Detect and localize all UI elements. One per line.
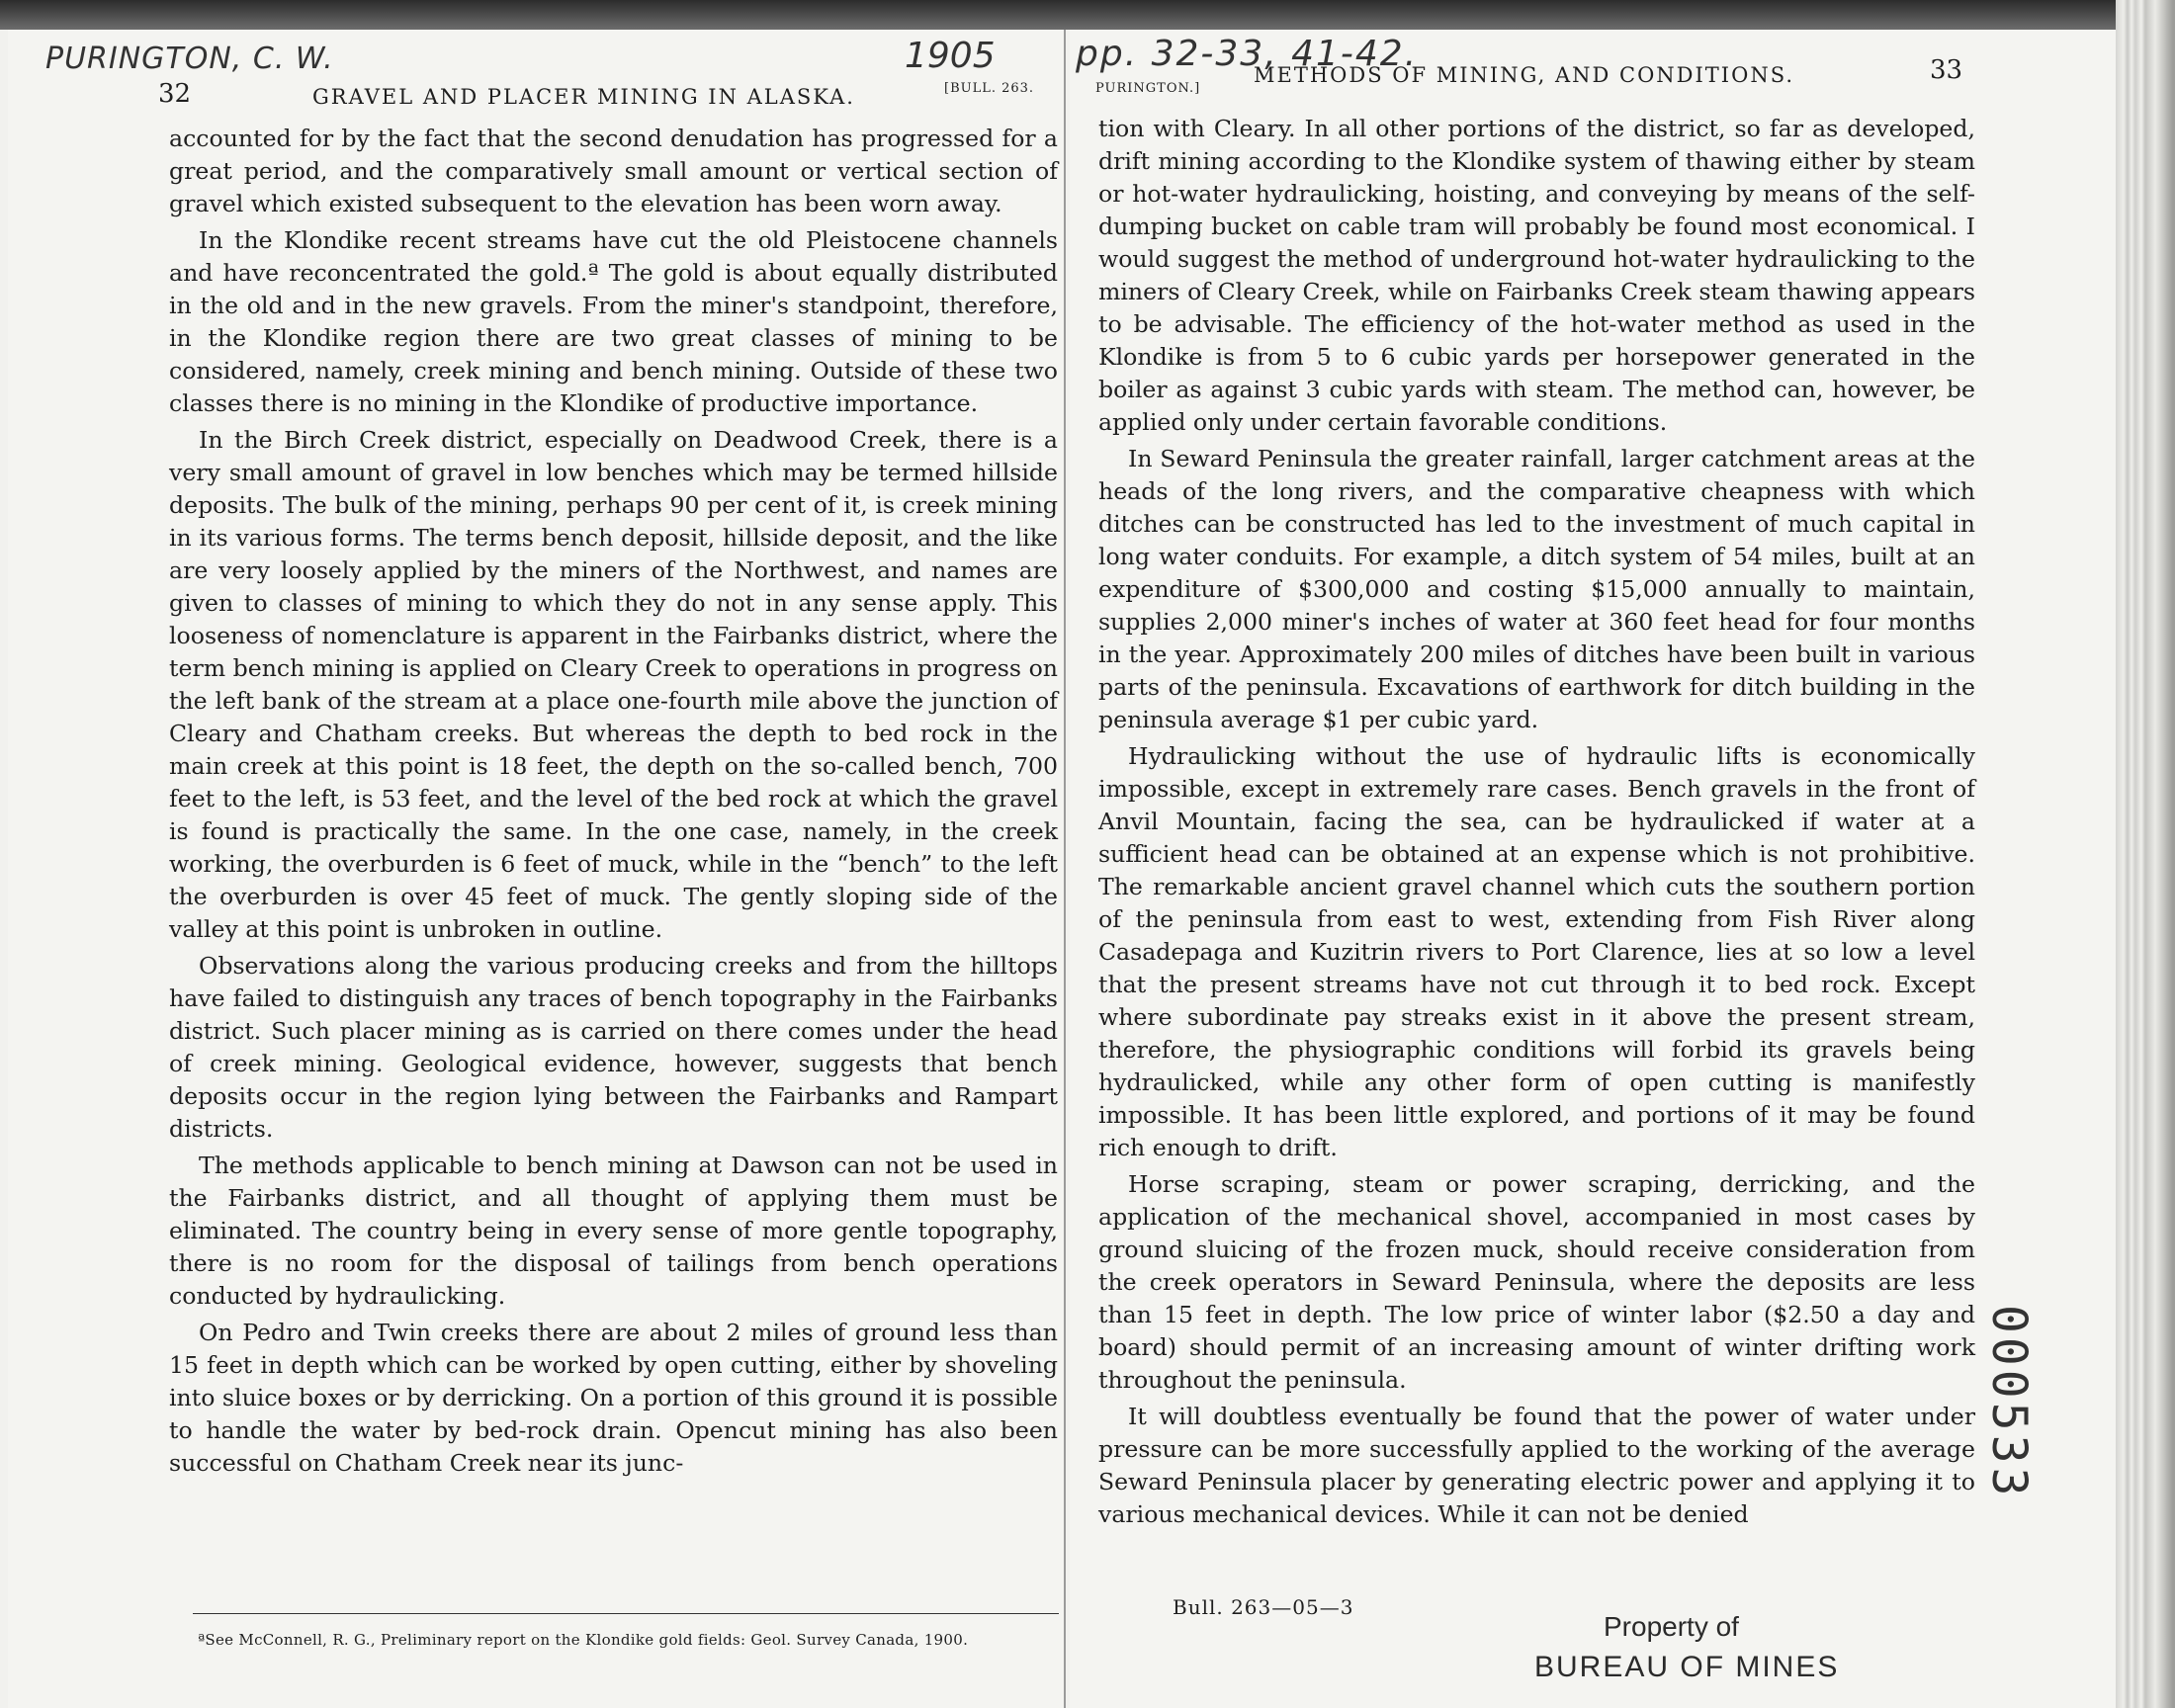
right-paragraph: In Seward Peninsula the greater rainfall, larger catchment areas at the heads of the long rivers, and the comparative cheapness with which ditches can be constructed has led to the investment of much capital in long water conduits. For example, a ditch system of 54 miles, built at an expenditure of $300,000 and costing $15,000 annually to maintain, supplies 2,000 miner's inches of water at 360 feet head for four months in the year. Approximately 200 miles of ditches have been built in various parts of the peninsula. Excavations of earthwork for ditch building in the peninsula average $1 per cubic yard. (1098, 445, 1975, 733)
left-paragraph: accounted for by the fact that the second denudation has progressed for a great period, and the comparatively small amount or vertical section of gravel which existed subsequent to the elevation has been worn away. (169, 125, 1058, 217)
left-body-text (169, 123, 1058, 1480)
right-page-number: 33 (1930, 55, 1963, 85)
handwritten-pages: pp. 32-33, 41-42. (1076, 34, 1419, 74)
left-page-number: 32 (158, 79, 192, 109)
left-paragraph: The methods applicable to bench mining at Dawson can not be used in the Fairbanks district, and all thought of applying them must be eliminated. The country being in every sense of more gentle topography, there is no room for the disposal of tailings from bench operations conducted by hydraulicking. (169, 1152, 1058, 1310)
signature-line: Bull. 263—05—3 (1173, 1595, 1354, 1619)
right-paragraph: Horse scraping, steam or power scraping, derricking, and the application of the mechanical shovel, accompanied in most cases by ground sluicing of the frozen muck, should receive consideration from the creek operators in Seward Peninsula, where the deposits are less than 15 feet in depth. The low price of winter labor ($2.50 a day and board) should permit of an increasing amount of winter drifting work throughout the peninsula. (1098, 1170, 1975, 1394)
right-body-text (1098, 113, 1975, 1531)
serial-number: 000533 (1981, 1305, 2037, 1500)
left-running-head: GRAVEL AND PLACER MINING IN ALASKA. (312, 85, 855, 109)
footnote: ªSee McConnell, R. G., Preliminary report on the Klondike gold fields: Geol. Survey Canada, 1900. (198, 1631, 969, 1649)
author-tag: PURINGTON.] (1095, 81, 1201, 96)
bulletin-tag: [BULL. 263. (944, 81, 1035, 96)
right-paragraph: Hydraulicking without the use of hydraulic lifts is economically impossible, except in extremely rare cases. Bench gravels in the front of Anvil Mountain, facing the sea, can be hydraulicked if water at a sufficient head can be obtained at an expense which is not prohibitive. The remarkable ancient gravel channel which cuts the southern portion of the peninsula from east to west, extending from Fish River along Casadepaga and Kuzitrin rivers to Port Clarence, lies at so low a level that the present streams have not cut through it to bed rock. Except where subordinate pay streaks exist in it above the present stream, therefore, the physiographic conditions will forbid its gravels being hydraulicked, while any other form of open cutting is manifestly impossible. It has been little explored, and portions of it may be found rich enough to drift. (1098, 742, 1975, 1161)
left-paragraph: Observations along the various producing creeks and from the hilltops have failed to distinguish any traces of bench topography in the Fairbanks district. Such placer mining as is carried on there comes under the head of creek mining. Geological evidence, however, suggests that bench deposits occur in the region lying between the Fairbanks and Rampart districts. (169, 952, 1058, 1143)
page-edges (2116, 0, 2175, 1708)
right-running-head: METHODS OF MINING, AND CONDITIONS. (1254, 63, 1795, 87)
scan-top-shadow (0, 0, 2175, 30)
ownership-stamp-line-1: Property of (1604, 1611, 1739, 1642)
handwritten-author: PURINGTON, C. W. (45, 42, 334, 76)
left-paragraph: In the Klondike recent streams have cut the old Pleistocene channels and have reconcentrated the gold.ª The gold is about equally distributed in the old and in the new gravels. From the miner's standpoint, therefore, in the Klondike region there are two great classes of mining to be considered, namely, creek mining and bench mining. Outside of these two classes there is no mining in the Klondike of productive importance. (169, 226, 1058, 417)
left-paragraph: On Pedro and Twin creeks there are about 2 miles of ground less than 15 feet in depth which can be worked by open cutting, either by shoveling into sluice boxes or by derricking. On a portion of this ground it is possible to handle the water by bed-rock drain. Opencut mining has also been successful on Chatham Creek near its junc- (169, 1319, 1058, 1477)
right-paragraph: tion with Cleary. In all other portions of the district, so far as developed, drift mining according to the Klondike system of thawing either by steam or hot-water hydraulicking, hoisting, and conveying by means of the self-dumping bucket on cable tram will probably be found most economical. I would suggest the method of underground hot-water hydraulicking to the miners of Cleary Creek, while on Fairbanks Creek steam thawing appears to be advisable. The efficiency of the hot-water method as used in the Klondike is from 5 to 6 cubic yards per horsepower generated in the boiler as against 3 cubic yards with steam. The method can, however, be applied only under certain favorable conditions. (1098, 115, 1975, 436)
ownership-stamp-line-2: BUREAU OF MINES (1534, 1651, 1840, 1683)
footnote-rule (193, 1613, 1059, 1614)
left-paragraph: In the Birch Creek district, especially on Deadwood Creek, there is a very small amount of gravel in low benches which may be termed hillside deposits. The bulk of the mining, perhaps 90 per cent of it, is creek mining in its various forms. The terms bench deposit, hillside deposit, and the like are very loosely applied by the miners of the Northwest, and names are given to classes of mining to which they do not in any sense apply. This looseness of nomenclature is apparent in the Fairbanks district, where the term bench mining is applied on Cleary Creek to operations in progress on the left bank of the stream at a place one-fourth mile above the junction of Cleary and Chatham creeks. But whereas the depth to bed rock in the main creek at this point is 18 feet, the depth on the so-called bench, 700 feet to the left, is 53 feet, and the level of the bed rock at which the gravel is found is practically the same. In the one case, namely, in the creek working, the overburden is 6 feet of muck, while in the “bench” to the left the overburden is over 45 feet of muck. The gently sloping side of the valley at this point is unbroken in outline. (169, 426, 1058, 943)
handwritten-year: 1905 (905, 36, 996, 76)
right-paragraph: It will doubtless eventually be found that the power of water under pressure can be more successfully applied to the working of the average Seward Peninsula placer by generating electric power and applying it to various mechanical devices. While it can not be denied (1098, 1403, 1975, 1528)
